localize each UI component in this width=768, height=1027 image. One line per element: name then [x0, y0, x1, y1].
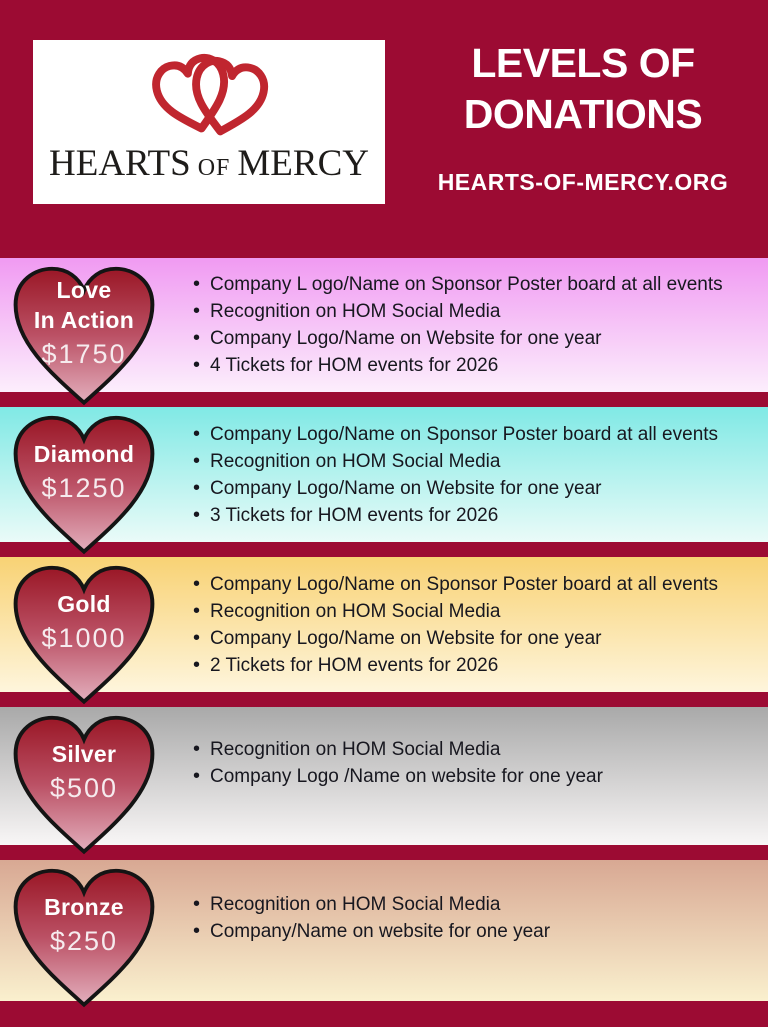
benefit-list: [193, 707, 758, 845]
tier-list: [0, 258, 768, 1001]
logo-word-mercy: MERCY: [237, 143, 369, 184]
tier-name: Bronze: [44, 893, 124, 920]
heart-label: [8, 412, 160, 556]
benefit-item: • Company L ogo/Name on Sponsor Poster board at all events: [193, 271, 758, 298]
heart-label: [8, 712, 160, 856]
tier-row: [0, 707, 768, 845]
website-url: HEARTS-OF-MERCY.ORG: [437, 169, 729, 195]
heart-label: [8, 865, 160, 1009]
tier-name: Silver: [51, 740, 117, 767]
hearts-of-mercy-logo: [33, 40, 385, 204]
tier-heart: [8, 865, 160, 1009]
logo-word-hearts: HEARTS: [49, 143, 191, 184]
benefit-item: • Company Logo/Name on Website for one year: [193, 475, 758, 502]
benefit-item: • Recognition on HOM Social Media: [193, 736, 758, 763]
benefit-item: • Company/Name on website for one year: [193, 918, 758, 945]
benefit-item: • Recognition on HOM Social Media: [193, 298, 758, 325]
benefit-item: • Company Logo/Name on Website for one year: [193, 325, 758, 352]
tier-row: [0, 258, 768, 392]
tier-name: Gold: [57, 590, 111, 617]
tier-heart: [8, 712, 160, 856]
title-line-1: LEVELS OF: [471, 40, 695, 86]
tier-name: Love In Action: [33, 276, 135, 333]
benefit-item: • Recognition on HOM Social Media: [193, 598, 758, 625]
tier-price: $500: [49, 772, 119, 803]
tier-heart: [8, 263, 160, 407]
benefit-list: [193, 407, 758, 542]
tier-row: [0, 407, 768, 542]
benefit-list: [193, 557, 758, 692]
benefit-item: • 2 Tickets for HOM events for 2026: [193, 652, 758, 679]
heart-label: [8, 263, 160, 407]
benefit-item: • Company Logo/Name on Sponsor Poster board at all events: [193, 571, 758, 598]
tier-heart: [8, 412, 160, 556]
logo-word-of: OF: [197, 155, 231, 181]
heart-label: [8, 562, 160, 706]
header-right: [405, 38, 761, 196]
tier-heart: [8, 562, 160, 706]
tier-price: $1750: [41, 338, 127, 369]
benefit-item: • Recognition on HOM Social Media: [193, 891, 758, 918]
benefit-item: • Company Logo/Name on Website for one year: [193, 625, 758, 652]
benefit-list: [193, 860, 758, 1001]
benefit-list: [193, 258, 758, 392]
title-line-2: DONATIONS: [463, 91, 703, 137]
page-title: [405, 38, 761, 140]
tier-price: $1250: [41, 472, 127, 503]
tier-row: [0, 557, 768, 692]
tier-row: [0, 860, 768, 1001]
benefit-item: • 3 Tickets for HOM events for 2026: [193, 502, 758, 529]
tier-price: $250: [49, 925, 119, 956]
header: [0, 0, 768, 258]
benefit-item: • Company Logo/Name on Sponsor Poster board at all events: [193, 421, 758, 448]
tier-price: $1000: [41, 622, 127, 653]
two-hearts-icon: [129, 48, 289, 140]
tier-name: Diamond: [33, 440, 135, 467]
logo-wordmark: [49, 142, 369, 185]
benefit-item: • Recognition on HOM Social Media: [193, 448, 758, 475]
benefit-item: • Company Logo /Name on website for one year: [193, 763, 758, 790]
benefit-item: • 4 Tickets for HOM events for 2026: [193, 352, 758, 379]
